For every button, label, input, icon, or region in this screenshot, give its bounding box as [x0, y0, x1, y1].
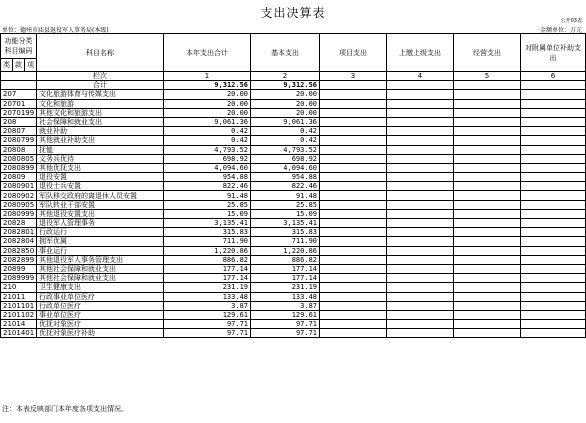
- table-row: [1, 255, 586, 264]
- row-basic: 231.19: [251, 283, 320, 292]
- row-upper: [387, 246, 454, 255]
- row-total: 97.71: [164, 320, 251, 329]
- row-upper: [387, 209, 454, 218]
- expenditure-table: [0, 33, 586, 338]
- table-row: [1, 283, 586, 292]
- header-business: 经营支出: [454, 34, 521, 72]
- row-business: [454, 329, 521, 338]
- header-project: 项目支出: [320, 34, 387, 72]
- row-total: 1,220.86: [164, 246, 251, 255]
- row-project: [320, 274, 387, 283]
- row-code: 2080902: [1, 191, 37, 200]
- row-subsidy: [521, 191, 586, 200]
- row-code: 2101101: [1, 301, 37, 310]
- row-upper: [387, 200, 454, 209]
- row-project: [320, 90, 387, 99]
- row-subsidy: [521, 173, 586, 182]
- row-upper: [387, 182, 454, 191]
- row-total: 231.19: [164, 283, 251, 292]
- row-subsidy: [521, 255, 586, 264]
- table-row: [1, 173, 586, 182]
- row-code: 2070199: [1, 108, 37, 117]
- row-subsidy: [521, 283, 586, 292]
- row-project: [320, 310, 387, 319]
- row-total: 25.85: [164, 200, 251, 209]
- row-total: 886.82: [164, 255, 251, 264]
- row-total: 91.48: [164, 191, 251, 200]
- row-subsidy: [521, 301, 586, 310]
- row-code: 20807: [1, 127, 37, 136]
- row-name: 卫生健康支出: [37, 283, 164, 292]
- col-num: 1: [164, 72, 251, 81]
- row-business: [454, 320, 521, 329]
- table-row: [1, 108, 586, 117]
- row-name: 义务兵优待: [37, 154, 164, 163]
- row-upper: [387, 329, 454, 338]
- header-xiang: 项: [25, 59, 37, 72]
- row-upper: [387, 237, 454, 246]
- amount-unit: 金额单位：万元: [539, 27, 582, 34]
- row-total: 0.42: [164, 136, 251, 145]
- row-code: 20809: [1, 173, 37, 182]
- row-basic: 20.00: [251, 90, 320, 99]
- row-upper: [387, 173, 454, 182]
- table-row: [1, 145, 586, 154]
- table-row: [1, 117, 586, 126]
- header-upper: 上缴上级支出: [387, 34, 454, 72]
- row-subsidy: [521, 292, 586, 301]
- row-basic: 20.00: [251, 99, 320, 108]
- row-project: [320, 301, 387, 310]
- row-basic: 15.09: [251, 209, 320, 218]
- table-row: [1, 127, 586, 136]
- row-business: [454, 301, 521, 310]
- row-subsidy: [521, 320, 586, 329]
- row-basic: 3,135.41: [251, 219, 320, 228]
- row-total: 0.42: [164, 127, 251, 136]
- col-num: 4: [387, 72, 454, 81]
- table-row: [1, 320, 586, 329]
- row-basic: 177.14: [251, 264, 320, 273]
- row-code: 2080799: [1, 136, 37, 145]
- row-business: [454, 237, 521, 246]
- row-basic: 822.46: [251, 182, 320, 191]
- table-row: [1, 182, 586, 191]
- row-business: [454, 117, 521, 126]
- row-upper: [387, 264, 454, 273]
- row-name: 军队转业干部安置: [37, 200, 164, 209]
- row-name: 优抚对象医疗补助: [37, 329, 164, 338]
- row-code: 2082804: [1, 237, 37, 246]
- row-project: [320, 117, 387, 126]
- row-upper: [387, 301, 454, 310]
- row-basic: 97.71: [251, 320, 320, 329]
- row-name: 事业单位医疗: [37, 310, 164, 319]
- row-upper: [387, 320, 454, 329]
- row-project: [320, 255, 387, 264]
- row-subsidy: [521, 219, 586, 228]
- row-subsidy: [521, 154, 586, 163]
- row-basic: 20.00: [251, 108, 320, 117]
- row-subsidy: [521, 237, 586, 246]
- row-subsidy: [521, 99, 586, 108]
- row-project: [320, 127, 387, 136]
- table-body: [1, 90, 586, 338]
- row-basic: 1,220.86: [251, 246, 320, 255]
- row-code: 2080899: [1, 163, 37, 172]
- row-upper: [387, 99, 454, 108]
- row-basic: 711.90: [251, 237, 320, 246]
- row-business: [454, 209, 521, 218]
- header-total: 本年支出合计: [164, 34, 251, 72]
- row-project: [320, 99, 387, 108]
- row-basic: 177.14: [251, 274, 320, 283]
- row-project: [320, 191, 387, 200]
- table-row: [1, 200, 586, 209]
- row-name: 文化和旅游: [37, 99, 164, 108]
- table-row: [1, 154, 586, 163]
- row-business: [454, 228, 521, 237]
- row-basic: 698.92: [251, 154, 320, 163]
- row-business: [454, 108, 521, 117]
- row-basic: 954.88: [251, 173, 320, 182]
- row-project: [320, 228, 387, 237]
- row-project: [320, 154, 387, 163]
- row-total: 177.14: [164, 264, 251, 273]
- row-code: 2080999: [1, 209, 37, 218]
- row-subsidy: [521, 228, 586, 237]
- table-row: [1, 163, 586, 172]
- row-name: 文化旅游体育与传媒支出: [37, 90, 164, 99]
- row-business: [454, 310, 521, 319]
- row-name: 其他社会保障和就业支出: [37, 274, 164, 283]
- row-total: 177.14: [164, 274, 251, 283]
- footnote: 注：本表反映部门本年度各项支出情况。: [2, 405, 128, 413]
- row-basic: 0.42: [251, 127, 320, 136]
- row-total: 20.00: [164, 99, 251, 108]
- row-upper: [387, 255, 454, 264]
- row-project: [320, 246, 387, 255]
- table-row: [1, 136, 586, 145]
- row-code: 207: [1, 90, 37, 99]
- row-code: 2082801: [1, 228, 37, 237]
- row-name: 抚恤: [37, 145, 164, 154]
- row-code: 2089999: [1, 274, 37, 283]
- row-total: 4,094.60: [164, 163, 251, 172]
- row-project: [320, 145, 387, 154]
- row-total: 20.00: [164, 90, 251, 99]
- header-subject: 科目名称: [37, 34, 164, 72]
- row-name: 退役士兵安置: [37, 182, 164, 191]
- row-business: [454, 127, 521, 136]
- table-row: [1, 99, 586, 108]
- seq-label: 栏次: [37, 72, 164, 81]
- row-basic: 91.48: [251, 191, 320, 200]
- row-name: 事业运行: [37, 246, 164, 255]
- row-project: [320, 219, 387, 228]
- row-subsidy: [521, 163, 586, 172]
- row-subsidy: [521, 136, 586, 145]
- row-basic: 886.82: [251, 255, 320, 264]
- row-code: 2080905: [1, 200, 37, 209]
- row-total: 954.88: [164, 173, 251, 182]
- row-code: 210: [1, 283, 37, 292]
- col-num: 5: [454, 72, 521, 81]
- row-project: [320, 320, 387, 329]
- row-name: 行政单位医疗: [37, 301, 164, 310]
- row-total: 4,793.52: [164, 145, 251, 154]
- row-subsidy: [521, 264, 586, 273]
- table-row: [1, 264, 586, 273]
- row-total: 129.61: [164, 310, 251, 319]
- row-total: 3.87: [164, 301, 251, 310]
- row-basic: 315.83: [251, 228, 320, 237]
- row-upper: [387, 228, 454, 237]
- row-project: [320, 136, 387, 145]
- row-total: 711.90: [164, 237, 251, 246]
- row-upper: [387, 283, 454, 292]
- table-row: [1, 209, 586, 218]
- row-business: [454, 246, 521, 255]
- row-basic: 3.87: [251, 301, 320, 310]
- row-code: 20899: [1, 264, 37, 273]
- row-subsidy: [521, 127, 586, 136]
- row-total: 315.83: [164, 228, 251, 237]
- col-num: 3: [320, 72, 387, 81]
- row-upper: [387, 292, 454, 301]
- row-code: 20808: [1, 145, 37, 154]
- table-row: [1, 310, 586, 319]
- row-subsidy: [521, 182, 586, 191]
- row-upper: [387, 136, 454, 145]
- row-name: 其他优抚支出: [37, 163, 164, 172]
- row-total: 97.71: [164, 329, 251, 338]
- row-project: [320, 173, 387, 182]
- table-row: [1, 274, 586, 283]
- row-business: [454, 163, 521, 172]
- row-name: 就业补助: [37, 127, 164, 136]
- row-subsidy: [521, 310, 586, 319]
- row-subsidy: [521, 329, 586, 338]
- row-business: [454, 200, 521, 209]
- row-business: [454, 154, 521, 163]
- row-subsidy: [521, 108, 586, 117]
- row-business: [454, 264, 521, 273]
- row-business: [454, 219, 521, 228]
- row-project: [320, 264, 387, 273]
- row-upper: [387, 274, 454, 283]
- row-business: [454, 182, 521, 191]
- unit-label: 单位：德州市庙县退役军人事务局(本级): [2, 27, 109, 34]
- sum-label: 合计: [37, 81, 164, 90]
- row-basic: 97.71: [251, 329, 320, 338]
- row-name: 拥军优属: [37, 237, 164, 246]
- row-upper: [387, 117, 454, 126]
- row-subsidy: [521, 145, 586, 154]
- table-row: [1, 191, 586, 200]
- row-basic: 9,061.36: [251, 117, 320, 126]
- row-code: 20828: [1, 219, 37, 228]
- row-business: [454, 191, 521, 200]
- row-name: 其他文化和旅游支出: [37, 108, 164, 117]
- row-project: [320, 163, 387, 172]
- row-name: 社会保障和就业支出: [37, 117, 164, 126]
- row-business: [454, 292, 521, 301]
- row-business: [454, 90, 521, 99]
- row-subsidy: [521, 117, 586, 126]
- row-code: 2080805: [1, 154, 37, 163]
- table-row: [1, 301, 586, 310]
- row-project: [320, 292, 387, 301]
- row-code: 2101401: [1, 329, 37, 338]
- header-subsidy: 对附属单位补助支出: [521, 34, 586, 72]
- table-row: [1, 292, 586, 301]
- row-code: 2101102: [1, 310, 37, 319]
- row-name: 其他退役军人事务管理支出: [37, 255, 164, 264]
- row-project: [320, 237, 387, 246]
- col-num: 2: [251, 72, 320, 81]
- row-name: 行政事业单位医疗: [37, 292, 164, 301]
- row-basic: 4,793.52: [251, 145, 320, 154]
- header-lei: 类: [1, 59, 13, 72]
- row-total: 133.48: [164, 292, 251, 301]
- sum-basic: 9,312.56: [251, 81, 320, 90]
- row-project: [320, 200, 387, 209]
- row-business: [454, 255, 521, 264]
- table-row: [1, 246, 586, 255]
- row-code: 21011: [1, 292, 37, 301]
- row-business: [454, 173, 521, 182]
- row-business: [454, 274, 521, 283]
- row-upper: [387, 191, 454, 200]
- row-project: [320, 108, 387, 117]
- row-business: [454, 145, 521, 154]
- row-name: 行政运行: [37, 228, 164, 237]
- row-business: [454, 99, 521, 108]
- form-code: 公开03表: [560, 18, 582, 24]
- row-name: 退役安置: [37, 173, 164, 182]
- row-code: 2080901: [1, 182, 37, 191]
- row-project: [320, 329, 387, 338]
- row-upper: [387, 154, 454, 163]
- header-func-code: 功能分类科目编码: [1, 34, 37, 59]
- row-name: 优抚对象医疗: [37, 320, 164, 329]
- sum-total: 9,312.56: [164, 81, 251, 90]
- row-upper: [387, 108, 454, 117]
- row-subsidy: [521, 209, 586, 218]
- row-code: 21014: [1, 320, 37, 329]
- table-row: [1, 329, 586, 338]
- table-row: [1, 228, 586, 237]
- row-name: 其他就业补助支出: [37, 136, 164, 145]
- row-code: 2082899: [1, 255, 37, 264]
- col-num: 6: [521, 72, 586, 81]
- row-upper: [387, 127, 454, 136]
- row-subsidy: [521, 200, 586, 209]
- row-upper: [387, 90, 454, 99]
- row-name: 其他退役安置支出: [37, 209, 164, 218]
- row-code: 208: [1, 117, 37, 126]
- row-basic: 25.85: [251, 200, 320, 209]
- row-code: 20701: [1, 99, 37, 108]
- row-subsidy: [521, 274, 586, 283]
- row-total: 15.09: [164, 209, 251, 218]
- row-name: 其他社会保障和就业支出: [37, 264, 164, 273]
- table-row: [1, 219, 586, 228]
- row-name: 退役军人管理事务: [37, 219, 164, 228]
- row-upper: [387, 219, 454, 228]
- row-project: [320, 209, 387, 218]
- row-basic: 129.61: [251, 310, 320, 319]
- row-upper: [387, 145, 454, 154]
- row-total: 698.92: [164, 154, 251, 163]
- row-subsidy: [521, 246, 586, 255]
- row-upper: [387, 163, 454, 172]
- row-basic: 4,094.60: [251, 163, 320, 172]
- page-title: 支出决算表: [260, 6, 326, 20]
- row-basic: 0.42: [251, 136, 320, 145]
- row-subsidy: [521, 90, 586, 99]
- row-upper: [387, 310, 454, 319]
- row-total: 3,135.41: [164, 219, 251, 228]
- row-basic: 133.48: [251, 292, 320, 301]
- row-code: 2082850: [1, 246, 37, 255]
- header-kuan: 款: [13, 59, 25, 72]
- row-business: [454, 136, 521, 145]
- row-total: 822.46: [164, 182, 251, 191]
- row-total: 9,061.36: [164, 117, 251, 126]
- row-name: 军队移交政府的离退休人员安置: [37, 191, 164, 200]
- row-business: [454, 283, 521, 292]
- table-row: [1, 90, 586, 99]
- row-project: [320, 182, 387, 191]
- row-project: [320, 283, 387, 292]
- row-total: 20.00: [164, 108, 251, 117]
- header-basic: 基本支出: [251, 34, 320, 72]
- table-row: [1, 237, 586, 246]
